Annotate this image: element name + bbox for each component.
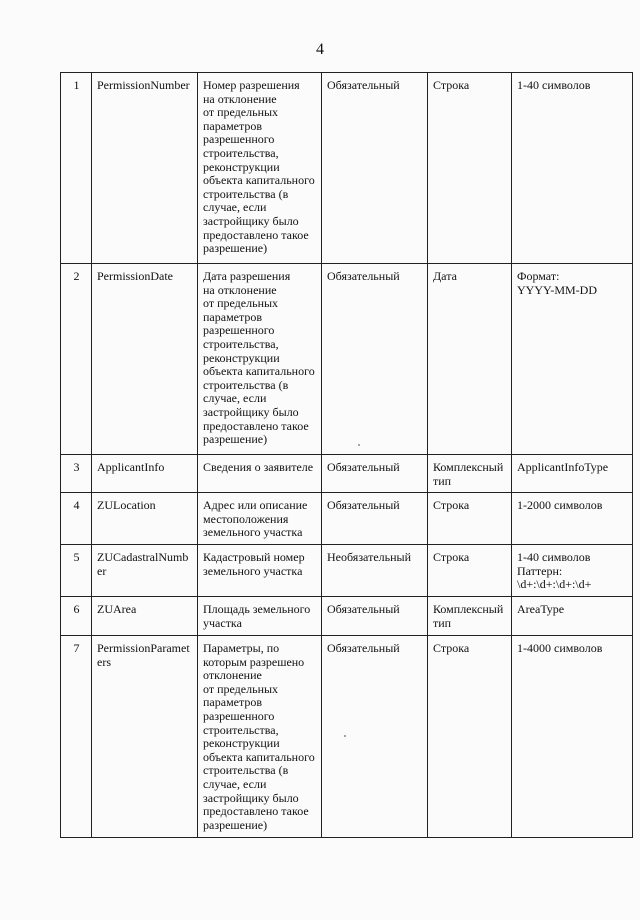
field-required: Обязательный [322, 73, 428, 264]
field-params: ApplicantInfoType [512, 455, 633, 493]
field-description: Площадь земельного участка [198, 596, 322, 635]
scan-speck [358, 444, 360, 446]
field-type: Строка [428, 73, 512, 264]
table-row [61, 264, 633, 455]
row-number: 3 [61, 455, 92, 493]
field-type: Дата [428, 264, 512, 455]
field-params: 1-4000 символов [512, 635, 633, 837]
row-number: 7 [61, 635, 92, 837]
field-required: Обязательный [322, 455, 428, 493]
field-params: Формат: YYYY-MM-DD [512, 264, 633, 455]
field-type: Комплексный тип [428, 596, 512, 635]
table-row [61, 455, 633, 493]
row-number: 1 [61, 73, 92, 264]
table-row [61, 73, 633, 264]
row-number: 6 [61, 596, 92, 635]
field-params: 1-2000 символов [512, 493, 633, 545]
field-name: ZULocation [92, 493, 198, 545]
field-required: Необязательный [322, 544, 428, 596]
table-row [61, 635, 633, 837]
field-spec-table [60, 72, 633, 838]
field-name: PermissionDate [92, 264, 198, 455]
table-row [61, 544, 633, 596]
table-row [61, 493, 633, 545]
field-name: PermissionParameters [92, 635, 198, 837]
field-description: Адрес или описание местоположения земельного участка [198, 493, 322, 545]
page-number: 4 [316, 41, 324, 58]
row-number: 5 [61, 544, 92, 596]
field-type: Строка [428, 544, 512, 596]
field-name: ApplicantInfo [92, 455, 198, 493]
scan-speck [344, 735, 346, 737]
field-name: ZUArea [92, 596, 198, 635]
field-params: AreaType [512, 596, 633, 635]
field-type: Комплексный тип [428, 455, 512, 493]
field-params: 1-40 символов Паттерн: \d+:\d+:\d+:\d+ [512, 544, 633, 596]
field-description: Сведения о заявителе [198, 455, 322, 493]
field-description: Кадастровый номер земельного участка [198, 544, 322, 596]
field-description: Дата разрешения на отклонение от предельных параметров разрешенного строительства, реконструкции объекта капитального строительства (в случае, если застройщику было предоставлено такое разрешение) [198, 264, 322, 455]
field-type: Строка [428, 493, 512, 545]
field-name: PermissionNumber [92, 73, 198, 264]
field-required: Обязательный [322, 493, 428, 545]
field-required: Обязательный [322, 264, 428, 455]
row-number: 4 [61, 493, 92, 545]
table-row [61, 596, 633, 635]
field-type: Строка [428, 635, 512, 837]
field-description: Параметры, по которым разрешено отклонение от предельных параметров разрешенного строительства, реконструкции объекта капитального строительства (в случае, если застройщику было предоставлено такое разрешение) [198, 635, 322, 837]
field-required: Обязательный [322, 635, 428, 837]
field-description: Номер разрешения на отклонение от предельных параметров разрешенного строительства, реконструкции объекта капитального строительства (в случае, если застройщику было предоставлено такое разрешение) [198, 73, 322, 264]
field-required: Обязательный [322, 596, 428, 635]
field-name: ZUCadastralNumber [92, 544, 198, 596]
field-params: 1-40 символов [512, 73, 633, 264]
row-number: 2 [61, 264, 92, 455]
